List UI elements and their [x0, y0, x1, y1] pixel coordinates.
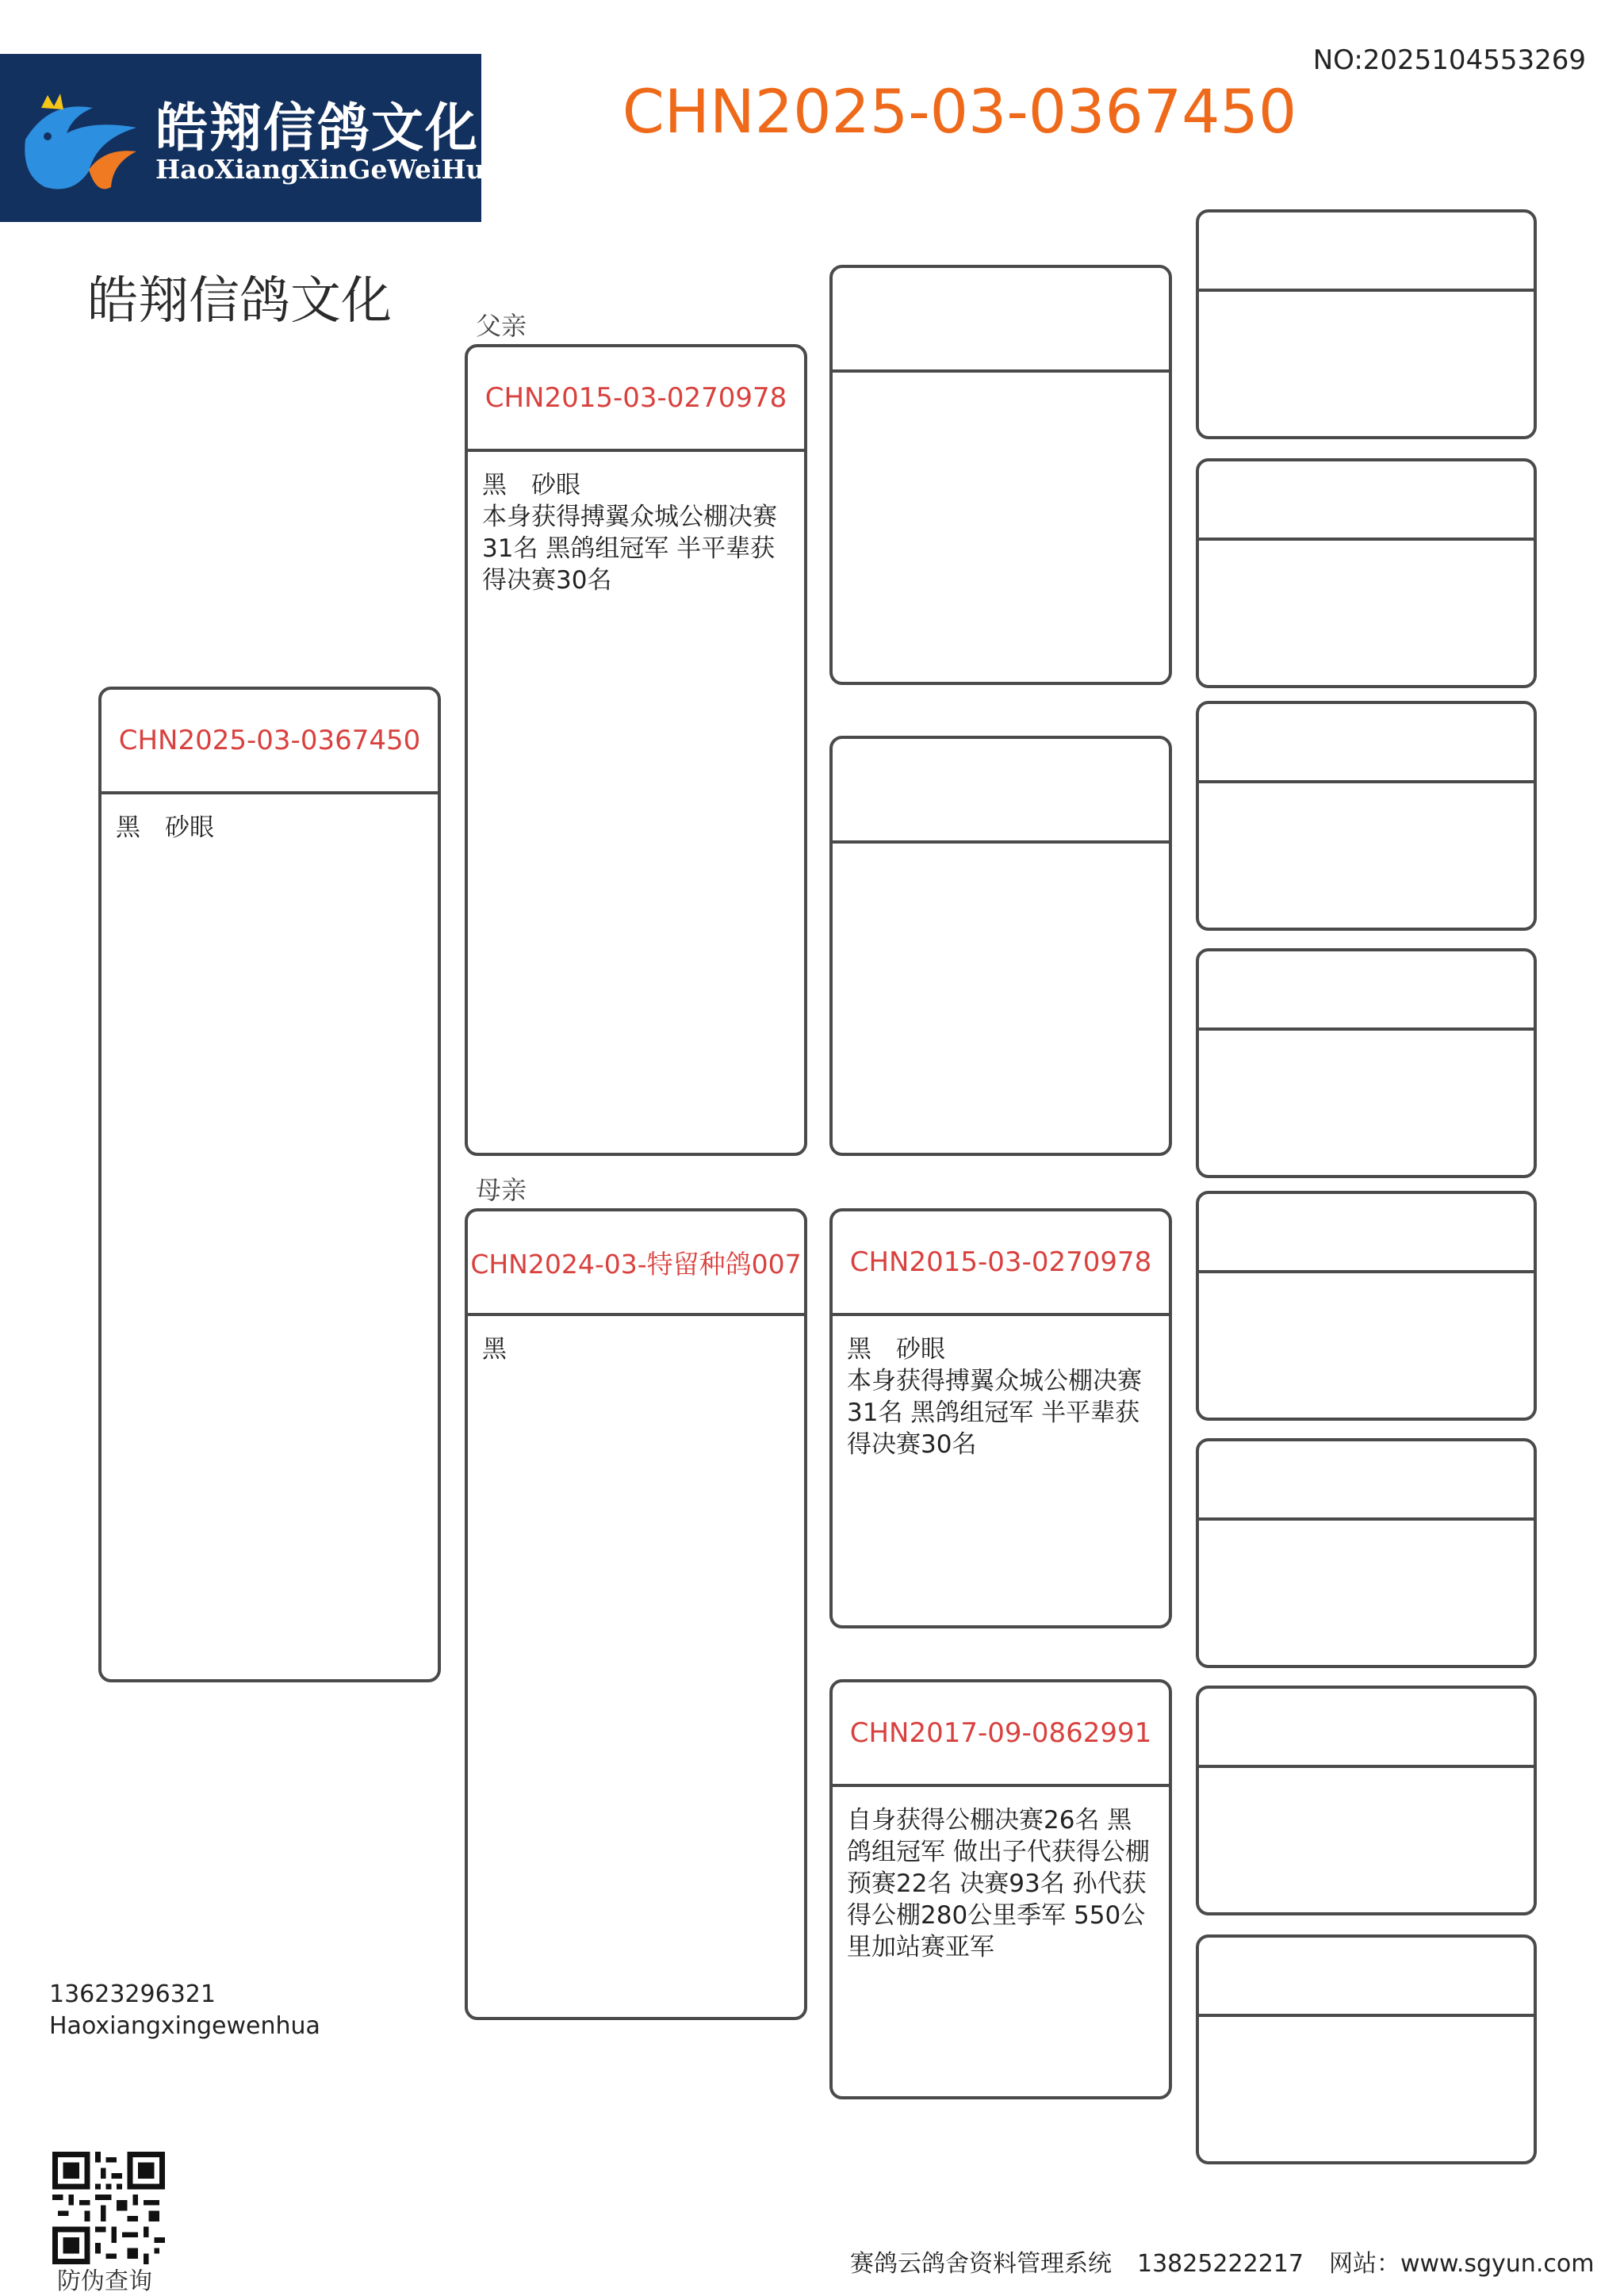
gen4-ring — [1199, 1689, 1534, 1768]
footer — [825, 2244, 1595, 2279]
father-card — [465, 344, 807, 1156]
gen4-desc — [1199, 2017, 1534, 2052]
logo-text-cn: 皓翔信鸽文化 — [155, 98, 479, 159]
gen4-card — [1196, 458, 1537, 688]
gen4-card — [1196, 1191, 1537, 1421]
qr-code-icon[interactable] — [52, 2152, 165, 2264]
main-ring-number: CHN2025-03-0367450 — [622, 76, 1297, 147]
mother-sire-ring: CHN2015-03-0270978 — [833, 1211, 1169, 1316]
gen4-card — [1196, 1438, 1537, 1668]
father-dam-ring — [833, 739, 1169, 844]
gen4-card — [1196, 1686, 1537, 1915]
gen4-desc — [1199, 1031, 1534, 1066]
father-desc: 黑 砂眼 本身获得搏翼众城公棚决赛31名 黑鸽组冠军 半平辈获得决赛30名 — [482, 471, 777, 595]
mother-card — [465, 1208, 807, 2020]
gen4-desc — [1199, 1273, 1534, 1308]
father-dam-card — [829, 736, 1172, 1156]
gen4-ring — [1199, 1441, 1534, 1521]
mother-sire-card — [829, 1208, 1172, 1628]
subject-desc: 黑 砂眼 — [116, 813, 214, 842]
logo-text-en: HaoXiangXinGeWeiHua — [155, 154, 502, 185]
gen4-desc — [1199, 1521, 1534, 1556]
qr-label: 防伪查询 — [57, 2267, 152, 2295]
gen4-card — [1196, 948, 1537, 1178]
mother-dam-card — [829, 1679, 1172, 2099]
father-sire-card — [829, 265, 1172, 685]
gen4-ring — [1199, 212, 1534, 292]
mother-dam-desc: 自身获得公棚决赛26名 黑鸽组冠军 做出子代获得公棚预赛22名 决赛93名 孙代获得公棚280公里季军 550公里加站赛亚军 — [847, 1806, 1150, 1961]
footer-phone: 13825222217 — [1137, 2250, 1304, 2278]
loft-name: 皓翔信鸽文化 — [87, 272, 392, 331]
gen4-desc — [1199, 292, 1534, 327]
mother-dam-ring: CHN2017-09-0862991 — [833, 1682, 1169, 1787]
mother-label: 母亲 — [476, 1175, 527, 1205]
gen4-card — [1196, 701, 1537, 931]
gen4-card — [1196, 209, 1537, 439]
logo — [0, 54, 502, 222]
contact-site: Haoxiangxingewenhua — [49, 2012, 320, 2040]
subject-ring: CHN2025-03-0367450 — [102, 690, 438, 794]
mother-sire-desc: 黑 砂眼 本身获得搏翼众城公棚决赛31名 黑鸽组冠军 半平辈获得决赛30名 — [847, 1335, 1142, 1459]
footer-website[interactable]: 网站：www.sgyun.com — [1328, 2250, 1595, 2278]
father-sire-desc — [833, 373, 1169, 408]
subject-card — [98, 687, 441, 1682]
father-sire-ring — [833, 268, 1169, 373]
gen4-ring — [1199, 951, 1534, 1031]
gen4-ring — [1199, 1194, 1534, 1273]
pigeon-logo-icon — [17, 84, 151, 203]
mother-desc: 黑 — [482, 1335, 507, 1364]
document-number: NO:2025104553269 — [1312, 44, 1586, 76]
gen4-desc — [1199, 783, 1534, 818]
gen4-desc — [1199, 1768, 1534, 1803]
gen4-card — [1196, 1934, 1537, 2164]
father-ring: CHN2015-03-0270978 — [468, 347, 804, 452]
father-dam-desc — [833, 844, 1169, 878]
gen4-ring — [1199, 461, 1534, 541]
footer-system: 赛鸽云鸽舍资料管理系统 — [850, 2250, 1112, 2278]
contact-phone: 13623296321 — [49, 1980, 216, 2008]
mother-ring: CHN2024-03-特留种鸽007 — [468, 1211, 804, 1316]
father-label: 父亲 — [476, 311, 527, 341]
gen4-ring — [1199, 1938, 1534, 2017]
gen4-desc — [1199, 541, 1534, 576]
gen4-ring — [1199, 704, 1534, 783]
